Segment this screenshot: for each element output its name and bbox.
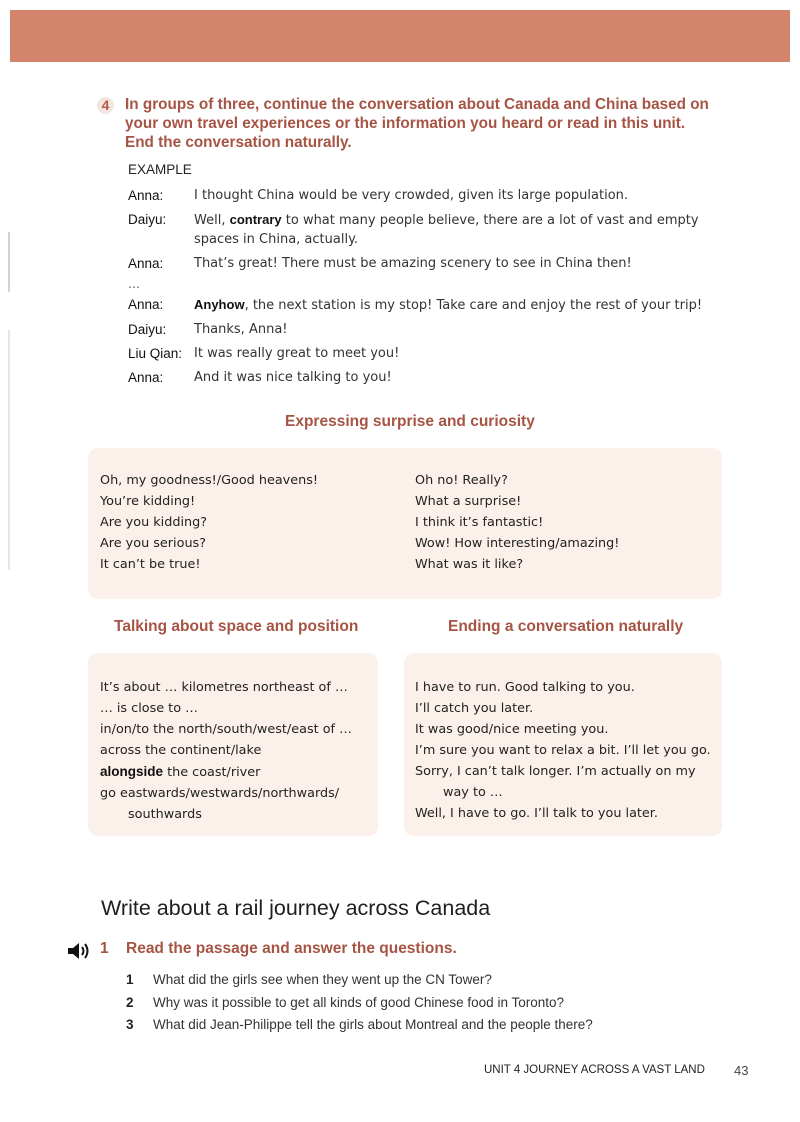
text-segment: to what many people believe, there are a lot of vast and empty spaces in China, actually.	[194, 213, 699, 247]
surprise-phrase-box	[88, 448, 722, 599]
utterance	[194, 186, 718, 205]
example-label: EXAMPLE	[128, 162, 192, 177]
speaker-name: Daiyu:	[128, 322, 167, 337]
phrase-item: Are you kidding?	[100, 515, 208, 530]
margin-mark	[8, 330, 10, 570]
speaker-icon[interactable]	[67, 941, 93, 961]
surprise-right-column	[415, 470, 619, 575]
phrase-item: You’re kidding!	[100, 494, 196, 509]
utterance	[194, 344, 718, 363]
surprise-left-column	[100, 470, 318, 575]
utterance	[194, 320, 718, 339]
question-text: What did the girls see when they went up the CN Tower?	[153, 972, 492, 987]
question-number: 1	[126, 972, 134, 987]
phrase-item: Oh no! Really?	[415, 473, 508, 488]
phrase-item: It was good/nice meeting you.	[415, 722, 609, 737]
phrase-item	[100, 719, 352, 740]
ending-box-title: Ending a conversation naturally	[448, 618, 684, 635]
dialogue-line	[128, 344, 718, 363]
speaker-name: Anna:	[128, 188, 164, 203]
phrase-item: Sorry, I can’t talk longer. I’m actually on my	[415, 764, 696, 779]
phrase-item	[100, 698, 352, 719]
speaker-name: Anna:	[128, 297, 164, 312]
space-box-title: Talking about space and position	[114, 618, 359, 635]
dialogue-line	[128, 254, 718, 273]
key-word: Anyhow	[194, 297, 245, 312]
question-item	[126, 1014, 686, 1037]
page-number: 43	[734, 1063, 749, 1078]
footer-unit-title: UNIT 4 JOURNEY ACROSS A VAST LAND	[484, 1064, 705, 1076]
text-segment: Thanks, Anna!	[194, 322, 288, 337]
text-segment: go eastwards/westwards/northwards/	[100, 786, 340, 801]
speaker-name: Daiyu:	[128, 212, 167, 227]
phrase-item: Oh, my goodness!/Good heavens!	[100, 473, 319, 488]
phrase-item: I think it’s fantastic!	[415, 515, 544, 530]
phrase-item	[100, 761, 352, 783]
task-instruction: In groups of three, continue the conversation about Canada and China based on your own travel experiences or the information you heard or read in this unit. End the conversation naturally.	[125, 96, 709, 151]
speaker-name: Liu Qian:	[128, 346, 183, 361]
utterance	[194, 210, 718, 249]
space-phrase-list	[100, 677, 352, 825]
phrase-item: It can’t be true!	[100, 557, 201, 572]
text-segment: Well,	[194, 213, 230, 228]
phrase-item: Are you serious?	[100, 536, 207, 551]
phrase-item: What a surprise!	[415, 494, 522, 509]
question-list	[126, 969, 686, 1037]
question-item	[126, 992, 686, 1015]
dialogue-line	[128, 368, 718, 387]
text-segment: I thought China would be very crowded, given its large population.	[194, 188, 629, 203]
writing-section-title: Write about a rail journey across Canada	[101, 896, 491, 920]
header-band	[10, 10, 790, 62]
exercise-number: 1	[100, 940, 109, 957]
phrase-item	[100, 677, 352, 698]
speaker-name: Anna:	[128, 256, 164, 271]
utterance	[194, 254, 718, 273]
dialogue-line	[128, 210, 718, 249]
phrase-item: What was it like?	[415, 557, 524, 572]
dialogue-ellipsis: …	[128, 277, 140, 291]
utterance	[194, 295, 718, 315]
task-4-heading	[97, 95, 717, 152]
space-phrase-box	[88, 653, 378, 836]
phrase-item	[100, 804, 352, 825]
ending-phrase-list	[415, 677, 711, 824]
phrase-item	[100, 740, 352, 761]
key-word: contrary	[229, 212, 282, 227]
dialogue-line	[128, 320, 718, 339]
exercise-instruction: Read the passage and answer the questions.	[126, 940, 457, 957]
surprise-box-title: Expressing surprise and curiosity	[285, 413, 535, 430]
text-segment: It was really great to meet you!	[194, 346, 400, 361]
speaker-name: Anna:	[128, 370, 164, 385]
margin-mark	[8, 232, 10, 292]
text-segment: It’s about … kilometres northeast of …	[100, 680, 348, 695]
utterance	[194, 368, 718, 387]
text-segment: southwards	[128, 807, 202, 822]
text-segment: … is close to …	[100, 701, 198, 716]
text-segment: the coast/river	[163, 765, 261, 780]
question-number: 3	[126, 1017, 134, 1032]
text-segment: , the next station is my stop! Take care and enjoy the rest of your trip!	[244, 298, 703, 313]
ending-phrase-box	[404, 653, 722, 836]
text-segment: And it was nice talking to you!	[194, 370, 392, 385]
phrase-item: Well, I have to go. I’ll talk to you later.	[415, 806, 658, 821]
phrase-item: Wow! How interesting/amazing!	[415, 536, 620, 551]
question-item	[126, 969, 686, 992]
task-number: 4	[97, 97, 114, 114]
key-word: alongside	[100, 764, 164, 779]
dialogue-line	[128, 186, 718, 205]
text-segment: That’s great! There must be amazing scenery to see in China then!	[194, 256, 632, 271]
text-segment: across the continent/lake	[100, 743, 262, 758]
phrase-item: I have to run. Good talking to you.	[415, 680, 635, 695]
phrase-item: I’ll catch you later.	[415, 701, 534, 716]
question-text: Why was it possible to get all kinds of good Chinese food in Toronto?	[153, 994, 564, 1010]
example-dialogue	[128, 186, 718, 392]
phrase-item	[100, 783, 352, 804]
text-segment: in/on/to the north/south/west/east of …	[100, 722, 352, 737]
dialogue-line	[128, 295, 718, 315]
question-number: 2	[126, 994, 134, 1010]
phrase-item: I’m sure you want to relax a bit. I’ll let you go.	[415, 743, 711, 758]
question-text: What did Jean-Philippe tell the girls about Montreal and the people there?	[153, 1017, 593, 1032]
phrase-item: way to …	[443, 785, 503, 800]
